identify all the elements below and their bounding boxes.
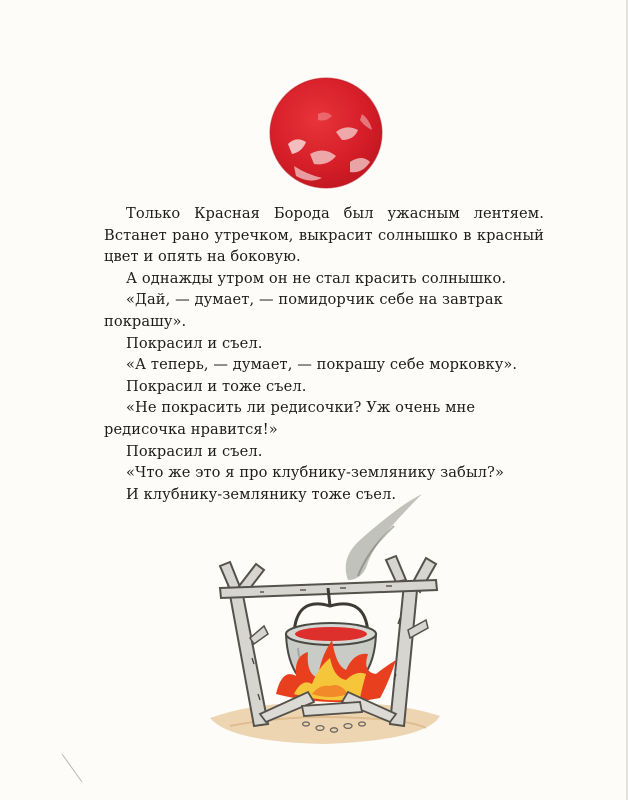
- paragraph: Покрасил и тоже съел.: [126, 377, 307, 395]
- red-sun-illustration: [266, 74, 386, 192]
- paragraph: Покрасил и съел.: [126, 334, 263, 352]
- paragraph: Покрасил и съел.: [126, 442, 263, 460]
- paragraph: «Дай, — думает, — помидорчик себе на завтрак покрашу».: [104, 291, 503, 330]
- paragraph: Только Красная Борода был ужасным лентяем. Встанет рано утречком, выкрасит солнышко в красный цвет и опять на боковую.: [104, 205, 544, 266]
- pencil-stroke-mark: [60, 752, 86, 786]
- paragraph: «Что же это я про клубнику-землянику забыл?»: [126, 464, 504, 482]
- paragraph: А однажды утром он не стал красить солнышко.: [126, 269, 507, 287]
- paragraph: И клубнику-землянику тоже съел.: [126, 485, 397, 503]
- story-text: [104, 203, 544, 505]
- paragraph: «А теперь, — думает, — покрашу себе морковку».: [126, 356, 518, 374]
- campfire-cauldron-illustration: [190, 488, 460, 750]
- paragraph: «Не покрасить ли редисочки? Уж очень мне редисочка нравится!»: [104, 399, 476, 438]
